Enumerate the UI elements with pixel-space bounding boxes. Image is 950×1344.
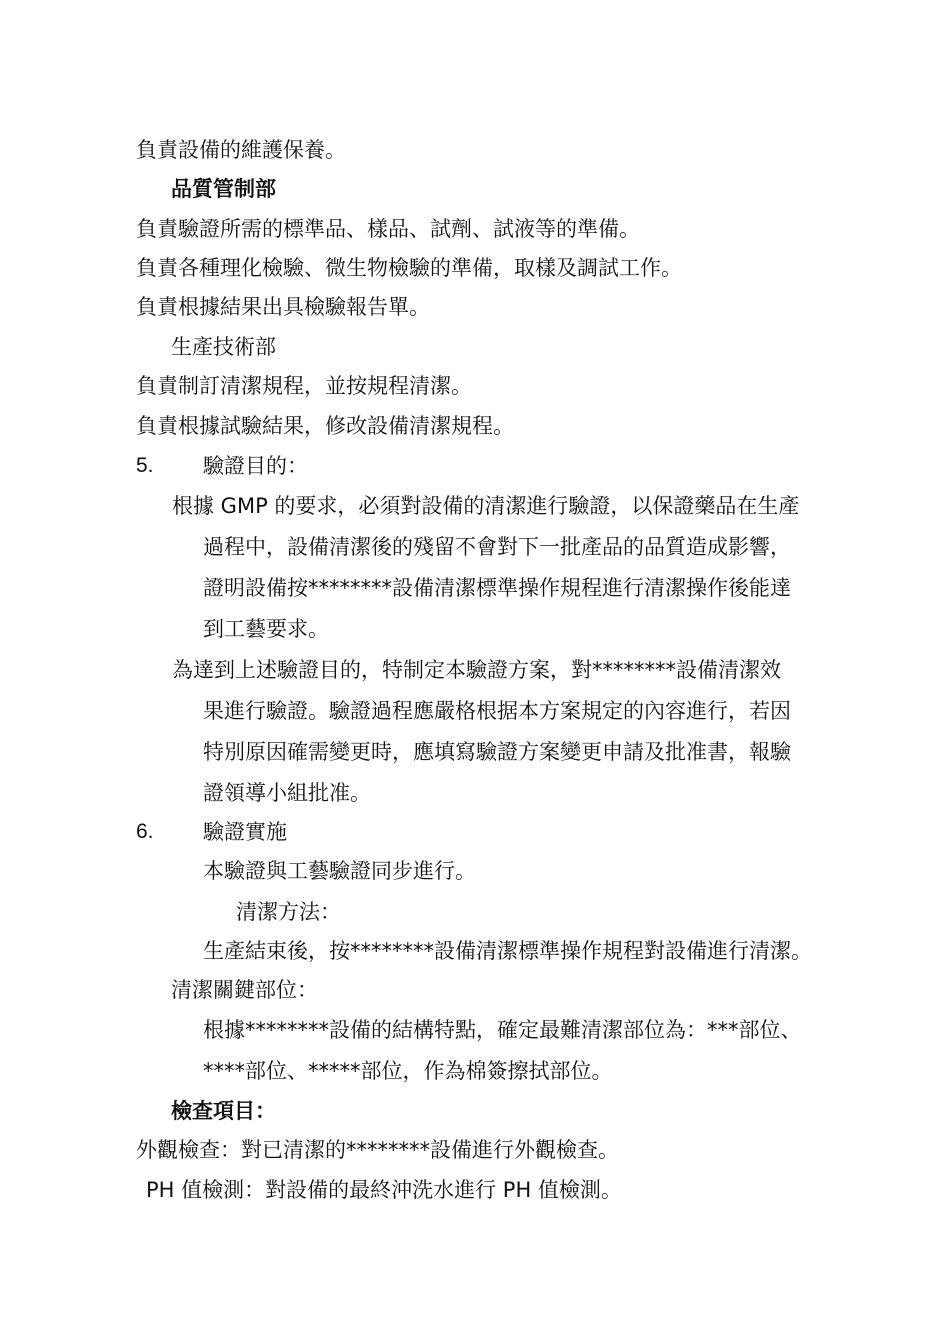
text-line: 生產結束後，按********設備清潔標準操作規程對設備進行清潔。 — [203, 939, 812, 963]
section-number-6: 6. — [136, 820, 154, 843]
section-heading-production: 生產技術部 — [171, 335, 276, 359]
subheading-inspection-items: 檢查項目： — [171, 1099, 276, 1123]
paragraph-line: 為達到上述驗證目的，特制定本驗證方案，對********設備清潔效 — [172, 658, 781, 682]
text-line: 外觀檢查：對已清潔的********設備進行外觀檢查。 — [136, 1138, 619, 1162]
text-line: 負責根據試驗結果，修改設備清潔規程。 — [136, 414, 514, 438]
section-number-5: 5. — [136, 454, 154, 477]
text-line: 負責制訂清潔規程，並按規程清潔。 — [136, 374, 472, 398]
text-line: 負責設備的維護保養。 — [136, 138, 346, 162]
section-title-purpose: 驗證目的： — [203, 454, 308, 478]
section-heading-quality: 品質管制部 — [171, 177, 276, 201]
text-line: 負責驗證所需的標準品、樣品、試劑、試液等的準備。 — [136, 217, 640, 241]
paragraph-line: 根據 GMP 的要求，必須對設備的清潔進行驗證，以保證藥品在生產 — [172, 494, 800, 518]
paragraph-line: 到工藝要求。 — [203, 617, 329, 641]
paragraph-line: 過程中，設備清潔後的殘留不會對下一批產品的品質造成影響， — [203, 535, 791, 559]
paragraph-line: 證領導小組批准。 — [203, 781, 371, 805]
paragraph-line: ****部位、*****部位，作為棉簽擦拭部位。 — [203, 1059, 613, 1083]
text-line: 負責各種理化檢驗、微生物檢驗的準備，取樣及調試工作。 — [136, 256, 682, 280]
paragraph-line: 特別原因確需變更時，應填寫驗證方案變更申請及批准書，報驗 — [203, 740, 791, 764]
section-title-implementation: 驗證實施 — [203, 820, 287, 844]
paragraph-line: 根據********設備的結構特點，確定最難清潔部位為：***部位、 — [203, 1018, 802, 1042]
text-line: PH 值檢測：對設備的最終沖洗水進行 PH 值檢測。 — [146, 1178, 622, 1202]
paragraph-line: 果進行驗證。驗證過程應嚴格根据本方案規定的內容進行，若因 — [203, 699, 791, 723]
text-line: 本驗證與工藝驗證同步進行。 — [203, 859, 476, 883]
subheading-key-parts: 清潔關鍵部位： — [171, 978, 318, 1002]
paragraph-line: 證明設備按********設備清潔標準操作規程進行清潔操作後能達 — [203, 576, 791, 600]
text-line: 負責根據結果出具檢驗報告單。 — [136, 295, 430, 319]
subheading-cleaning-method: 清潔方法： — [236, 900, 341, 924]
